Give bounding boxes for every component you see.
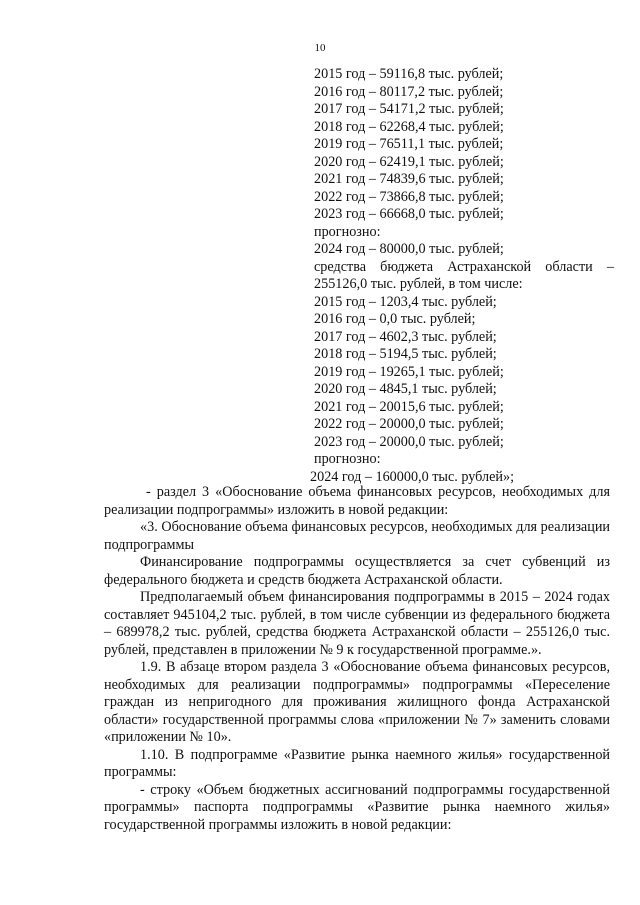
forecast-label: прогнозно: (314, 223, 381, 240)
paragraph-item-1-10: 1.10. В подпрограмме «Развитие рынка наемного жилья» государственной программы: (104, 746, 610, 780)
regional-year-line: 2017 год – 4602,3 тыс. рублей; (314, 328, 497, 345)
paragraph-budget-row-instruction: - строку «Объем бюджетных ассигнований подпрограммы государственной программы» паспорта подпрограммы «Развитие рынка наемного жилья» государственной программы изложить в новой редакции: (104, 781, 610, 833)
federal-year-line: 2018 год – 62268,4 тыс. рублей; (314, 118, 504, 135)
forecast-label: прогнозно: (314, 451, 381, 467)
federal-year-line: 2016 год – 80117,2 тыс. рублей; (314, 83, 504, 100)
document-body (104, 484, 610, 834)
federal-year-line: 2023 год – 66668,0 тыс. рублей; (314, 206, 504, 222)
paragraph-item-1-9: 1.9. В абзаце втором раздела 3 «Обоснование объема финансовых ресурсов, необходимых для реализации подпрограммы» подпрограммы «Переселение граждан из непригодного для проживания жилищного фонда Астраханской области» государственной программы слова «приложении № 7» заменить словами «приложении № 10». (104, 659, 610, 745)
paragraph-financing-source: Финансирование подпрограммы осуществляется за счет субвенций из федерального бюджета и средств бюджета Астраханской области. (104, 554, 610, 588)
regional-year-line: 2016 год – 0,0 тыс. рублей; (314, 311, 476, 327)
regional-year-line: 2020 год – 4845,1 тыс. рублей; (314, 381, 497, 397)
regional-budget-total: 255126,0 тыс. рублей, в том числе: (314, 276, 523, 292)
regional-year-line: 2019 год – 19265,1 тыс. рублей; (314, 363, 504, 380)
paragraph-financing-volume: Предполагаемый объем финансирования подпрограммы в 2015 – 2024 годах составляет 945104,2 тыс. рублей, в том числе субвенции из федерального бюджета – 689978,2 тыс. рублей, средства бюджета Астраханской области – 255126,0 тыс. рублей, представлен в приложении № 9 к государственной программе.». (104, 589, 610, 658)
regional-year-line: 2023 год – 20000,0 тыс. рублей; (314, 433, 504, 450)
federal-year-line: 2021 год – 74839,6 тыс. рублей; (314, 171, 504, 187)
federal-year-line: 2020 год – 62419,1 тыс. рублей; (314, 153, 504, 170)
federal-year-line: 2022 год – 73866,8 тыс. рублей; (314, 188, 504, 205)
paragraph-section3-instruction: - раздел 3 «Обоснование объема финансовых ресурсов, необходимых для реализации подпрограммы» изложить в новой редакции: (104, 484, 610, 518)
regional-year-line: 2015 год – 1203,4 тыс. рублей; (314, 293, 497, 310)
regional-budget-intro: средства бюджета Астраханской области – (314, 258, 614, 275)
regional-year-line: 2018 год – 5194,5 тыс. рублей; (314, 346, 497, 362)
regional-2024-line: 2024 год – 160000,0 тыс. рублей»; (310, 468, 515, 485)
regional-year-line: 2021 год – 20015,6 тыс. рублей; (314, 398, 504, 415)
page-number: 10 (314, 42, 326, 54)
federal-year-line: 2015 год – 59116,8 тыс. рублей; (314, 66, 504, 82)
funding-by-year-column (310, 66, 614, 486)
federal-year-line: 2019 год – 76511,1 тыс. рублей; (314, 136, 504, 152)
federal-year-line: 2017 год – 54171,2 тыс. рублей; (314, 101, 504, 117)
regional-year-line: 2022 год – 20000,0 тыс. рублей; (314, 416, 504, 432)
federal-2024-line: 2024 год – 80000,0 тыс. рублей; (314, 241, 504, 257)
paragraph-section3-title: «3. Обоснование объема финансовых ресурсов, необходимых для реализации подпрограммы (104, 519, 610, 553)
